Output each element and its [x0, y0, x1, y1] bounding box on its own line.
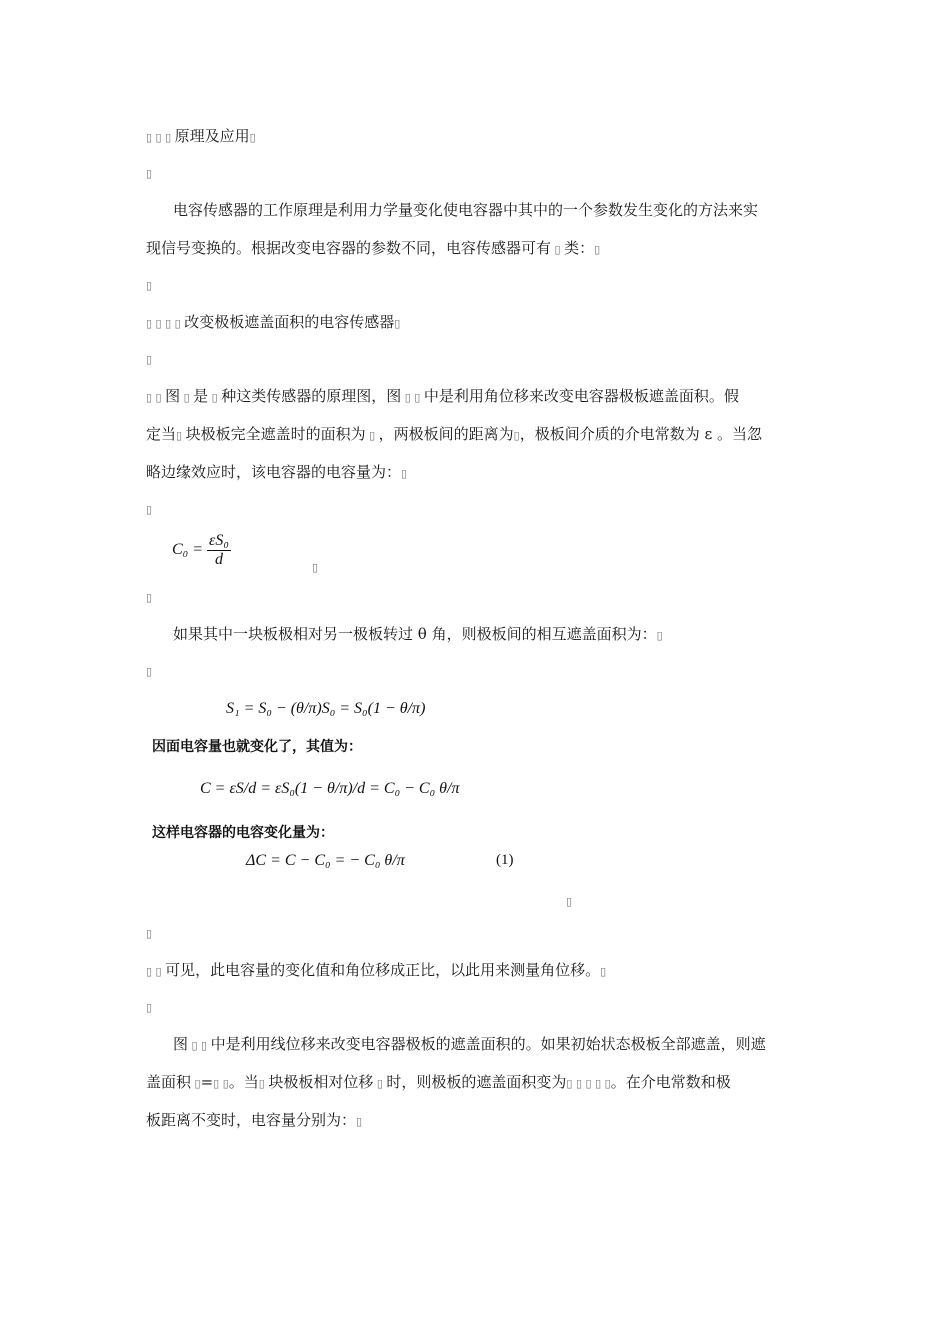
equation-caption: 这样电容器的电容变化量为：	[152, 825, 334, 841]
paragraph-line: 图 ▯ ▯ 中是利用线位移来改变电容器极板的遮盖面积的。如果初始状态极板全部遮盖，则遮	[173, 1035, 766, 1053]
equation-caption: 因面电容量也就变化了，其值为：	[152, 739, 362, 755]
paragraph-line: ▯ ▯ 图 ▯ 是 ▯ 种这类传感器的原理图，图 ▯ ▯ 中是利用角位移来改变电容器极板遮盖面积。假	[146, 387, 739, 405]
placeholder-glyph: ▯	[146, 665, 153, 678]
paragraph-line: ▯ ▯ 可见，此电容量的变化值和角位移成正比，以此用来测量角位移。▯	[146, 961, 607, 979]
equation-capacitance-change: C = εS/d = εS₀(1 − θ/π)/d = C₀ − C₀ θ/π	[200, 780, 460, 797]
placeholder-glyph: ▯	[146, 591, 153, 604]
placeholder-glyph: ▯	[146, 1001, 153, 1014]
section-title: 原理及应用	[174, 127, 250, 145]
placeholder-glyph: ▯	[146, 503, 153, 516]
placeholder-glyph: ▯	[566, 895, 573, 908]
heading-line: ▯ ▯ ▯ 原理及应用▯	[146, 127, 256, 145]
paragraph-line: 定当▯ 块极板完全遮盖时的面积为 ▯ ，两极板间的距离为▯，极板间介质的介电常数为 ε 。当忽	[146, 425, 763, 443]
placeholder-glyph: ▯	[146, 927, 153, 940]
paragraph-line: 板距离不变时，电容量分别为：▯	[146, 1111, 363, 1129]
paragraph-line: 如果其中一块板极相对另一极板转过 θ 角，则极板间的相互遮盖面积为：▯	[173, 625, 663, 643]
equation-number: (1)	[496, 852, 514, 868]
paragraph-line: 盖面积 ▯=▯ ▯。当▯ 块极板相对位移 ▯ 时，则极板的遮盖面积变为▯ ▯ ▯ ▯ ▯。在介电常数和极	[146, 1073, 731, 1091]
placeholder-glyph: ▯	[312, 561, 319, 574]
equation-capacitance: C₀ = $\frac{\text{εS₀}}{d}$	[172, 532, 229, 568]
equation-delta: ΔC = C − C₀ = − C₀ θ/π	[246, 852, 405, 869]
placeholder-glyph: ▯	[146, 167, 153, 180]
paragraph-line: 略边缘效应时，该电容器的电容量为：▯	[146, 463, 408, 481]
placeholder-glyph: ▯	[146, 279, 153, 292]
paragraph-line: 现信号变换的。根据改变电容器的参数不同，电容传感器可有 ▯ 类：▯	[146, 239, 601, 257]
placeholder-glyph: ▯	[146, 353, 153, 366]
equation-area: S₁ = S₀ − (θ/π)S₀ = S₀(1 − θ/π)	[226, 700, 426, 717]
paragraph-line: 电容传感器的工作原理是利用力学量变化使电容器中其中的一个参数发生变化的方法来实	[173, 201, 759, 219]
subsection-title: ▯ ▯ ▯ ▯ 改变极板遮盖面积的电容传感器▯	[146, 313, 401, 331]
